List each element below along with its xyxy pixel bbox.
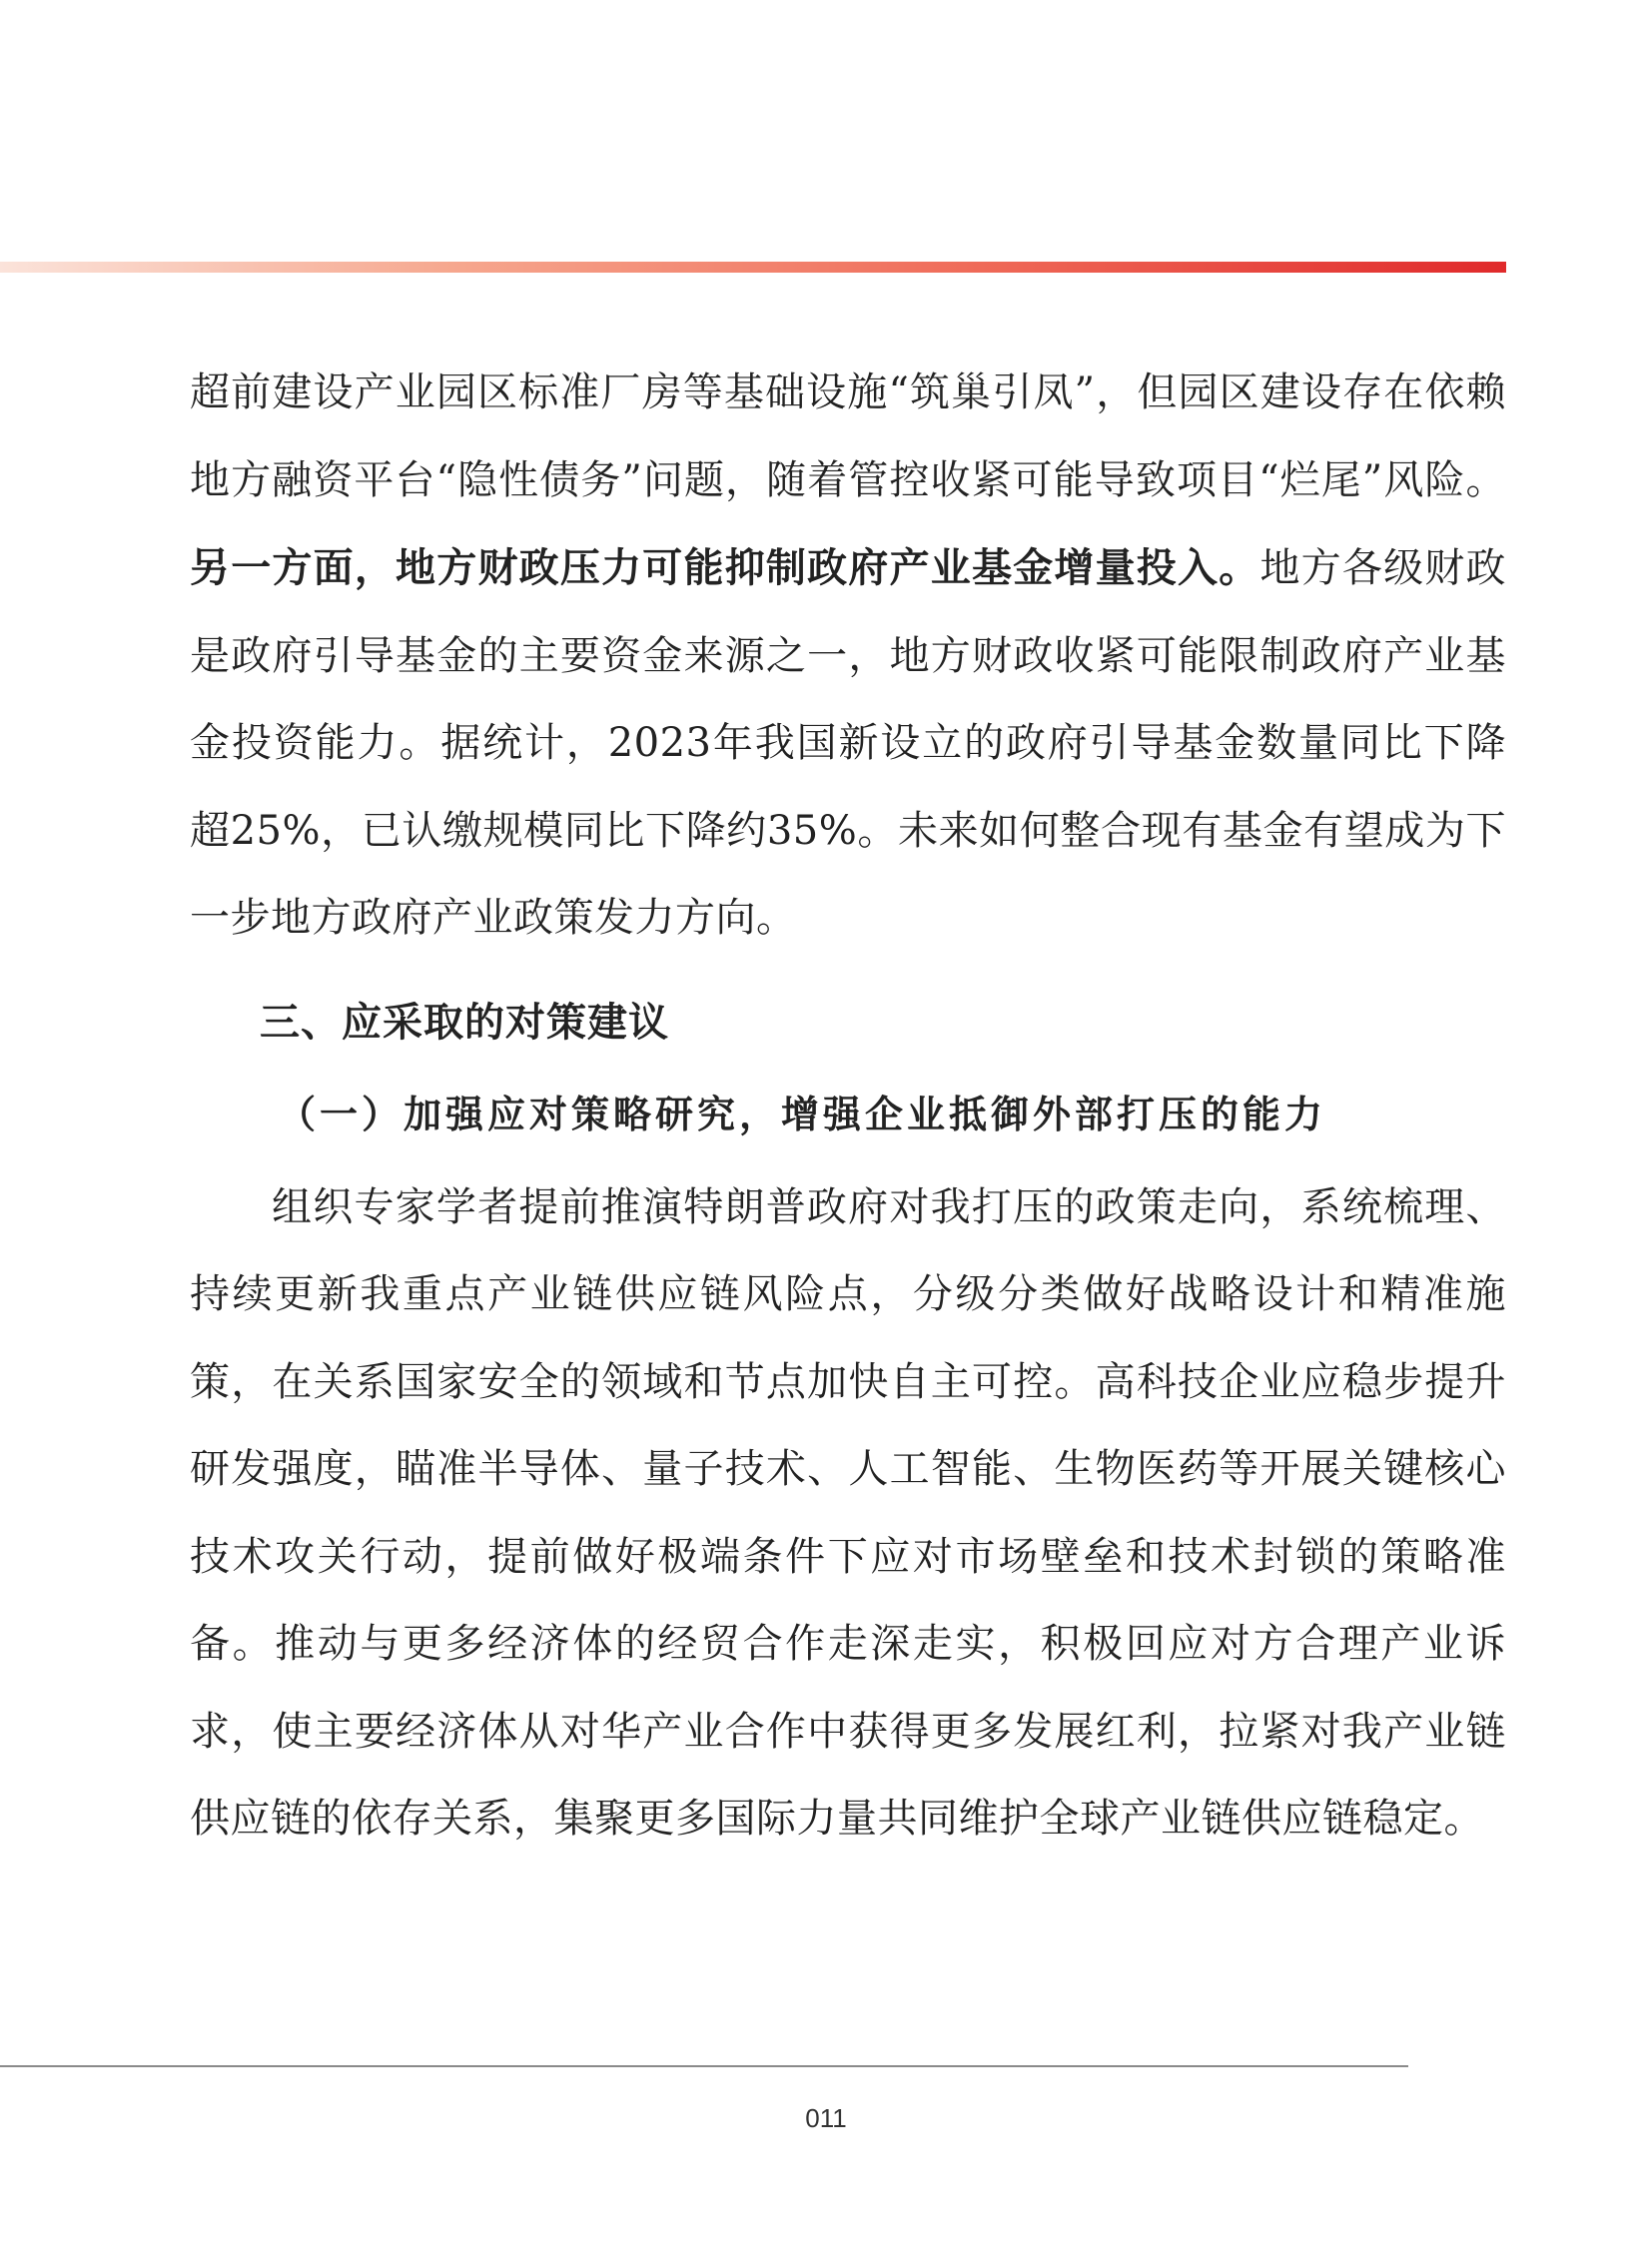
paragraph-1-bold-text: 另一方面，地方财政压力可能抑制政府产业基金增量投入。 <box>190 544 1260 591</box>
section-heading: 三、应采取的对策建议 <box>260 999 669 1046</box>
header-accent-bar <box>0 262 1506 273</box>
paragraph-1 <box>190 350 1506 963</box>
paragraph-1-text-a: 超前建设产业园区标准厂房等基础设施“筑巢引凤”，但园区建设存在依赖地方融资平台“隐性债务”问题，随着管控收紧可能导致项目“烂尾”风险。 <box>190 370 1506 503</box>
paragraph-2: 组织专家学者提前推演特朗普政府对我打压的政策走向，系统梳理、持续更新我重点产业链供应链风险点，分级分类做好战略设计和精准施策，在关系国家安全的领域和节点加快自主可控。高科技企业应稳步提升研发强度，瞄准半导体、量子技术、人工智能、生物医药等开展关键核心技术攻关行动，提前做好极端条件下应对市场壁垒和技术封锁的策略准备。推动与更多经济体的经贸合作走深走实，积极回应对方合理产业诉求，使主要经济体从对华产业合作中获得更多发展红利，拉紧对我产业链供应链的依存关系，集聚更多国际力量共同维护全球产业链供应链稳定。 <box>190 1183 1506 1842</box>
footer-divider <box>0 2065 1408 2067</box>
paragraph-1-text-b: 地方各级财政是政府引导基金的主要资金来源之一，地方财政收紧可能限制政府产业基金投资能力。据统计，2023年我国新设立的政府引导基金数量同比下降超25%，已认缴规模同比下降约35%。未来如何整合现有基金有望成为下一步地方政府产业政策发力方向。 <box>190 545 1507 941</box>
page-number: 011 <box>805 2103 847 2133</box>
page-content <box>190 350 1506 1864</box>
subsection-heading: （一）加强应对策略研究，增强企业抵御外部打压的能力 <box>278 1091 1327 1136</box>
